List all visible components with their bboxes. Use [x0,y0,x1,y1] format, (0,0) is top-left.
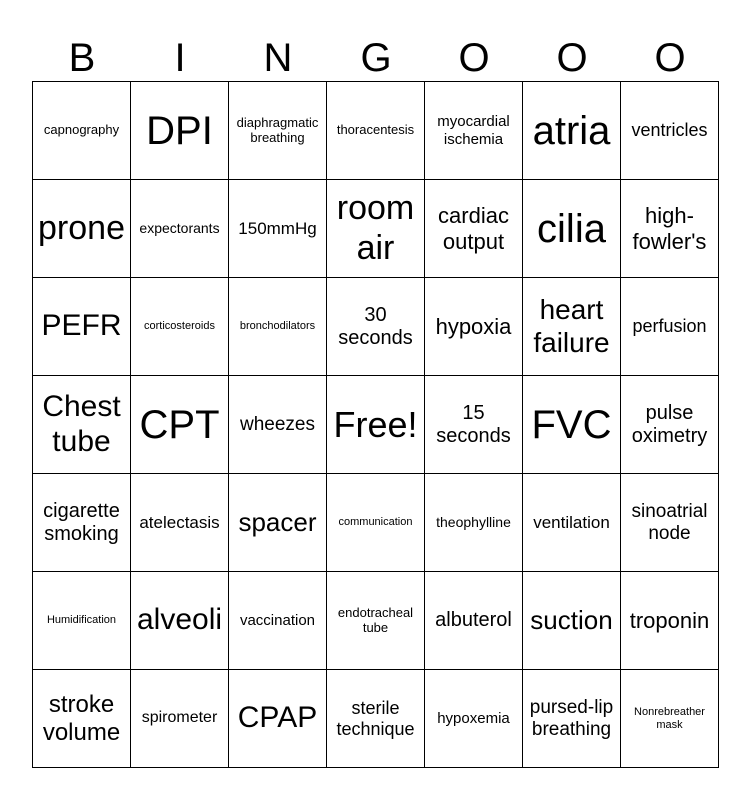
header-letter: O [458,36,490,80]
bingo-cell[interactable] [621,670,719,768]
cell-text: expectorants [139,220,220,237]
bingo-cell[interactable] [523,572,621,670]
bingo-header [33,34,719,82]
cell-text: atelectasis [139,512,220,532]
bingo-cell[interactable] [131,670,229,768]
cell-text: CPT [139,402,220,447]
bingo-cell[interactable] [33,376,131,474]
bingo-cell[interactable] [523,670,621,768]
bingo-cell[interactable] [229,474,327,572]
bingo-cell[interactable] [131,180,229,278]
cell-text: ventricles [631,120,708,141]
cell-text: ventilation [533,512,610,532]
bingo-cell[interactable] [327,82,425,180]
bingo-cell[interactable] [425,670,523,768]
cell-text: Nonrebreather mask [634,705,705,731]
bingo-cell[interactable] [523,278,621,376]
bingo-cell[interactable] [523,376,621,474]
bingo-cell[interactable] [33,572,131,670]
cell-text: troponin [629,607,710,633]
bingo-cell[interactable] [131,376,229,474]
cell-text: alveoli [136,603,223,637]
bingo-cell[interactable] [523,474,621,572]
cell-text: 150mmHg [238,218,317,238]
cell-text: cardiac output [438,203,509,254]
header-letter: G [360,36,392,80]
bingo-cell[interactable] [425,572,523,670]
header-letter: N [263,36,293,80]
cell-text: capnography [43,122,120,138]
bingo-cell[interactable] [33,82,131,180]
bingo-cell[interactable] [621,278,719,376]
bingo-cell[interactable] [425,278,523,376]
cell-text: myocardial ischemia [437,113,510,148]
cell-text: spacer [238,506,317,537]
bingo-cell[interactable] [425,82,523,180]
bingo-cell[interactable] [327,670,425,768]
bingo-cell[interactable] [621,572,719,670]
cell-text: spirometer [141,709,218,727]
bingo-cell[interactable] [425,474,523,572]
bingo-cell[interactable] [327,278,425,376]
header-letter: I [174,36,186,80]
cell-text: cigarette smoking [43,499,120,545]
bingo-cell[interactable] [131,82,229,180]
cell-text: suction [530,604,613,635]
bingo-cell[interactable] [131,572,229,670]
bingo-cell[interactable] [229,180,327,278]
bingo-cell[interactable] [33,180,131,278]
bingo-cell[interactable] [229,670,327,768]
cell-text: Free! [333,403,418,445]
cell-text: high-fowler's [632,203,707,254]
bingo-cell[interactable] [621,376,719,474]
bingo-cell[interactable] [523,82,621,180]
header-letter: B [68,36,96,80]
cell-text: 30 seconds [338,303,413,349]
cell-text: room air [336,189,415,267]
cell-text: Humidification [46,614,117,627]
cell-text: FVC [531,402,612,447]
bingo-cell[interactable] [621,474,719,572]
bingo-cell[interactable] [327,180,425,278]
bingo-cell[interactable] [229,278,327,376]
cell-text: hypoxemia [437,709,510,727]
cell-text: corticosteroids [144,320,215,333]
bingo-cell[interactable] [131,474,229,572]
bingo-cell[interactable] [229,376,327,474]
cell-text: 15 seconds [436,401,511,447]
bingo-cell[interactable] [33,474,131,572]
bingo-cell[interactable] [33,278,131,376]
cell-text: hypoxia [435,313,512,339]
bingo-cell[interactable] [523,180,621,278]
bingo-cell[interactable] [131,278,229,376]
cell-text: diaphragmatic breathing [236,114,319,145]
cell-text: perfusion [632,316,707,337]
header-letter: O [654,36,686,80]
cell-text: atria [532,108,611,153]
bingo-cell[interactable] [229,82,327,180]
bingo-cell[interactable] [33,670,131,768]
cell-text: prone [38,208,125,247]
cell-text: bronchodilators [239,320,316,333]
bingo-cell[interactable] [229,572,327,670]
cell-text: sterile technique [336,697,415,739]
cell-text: CPAP [237,701,318,735]
bingo-grid [32,81,719,768]
cell-text: communication [338,516,413,529]
bingo-cell[interactable] [621,82,719,180]
cell-text: pulse oximetry [631,401,708,447]
cell-text: pursed-lip breathing [529,696,614,740]
cell-text: stroke volume [42,690,121,746]
cell-text: cilia [537,206,606,251]
bingo-cell[interactable] [425,376,523,474]
header-letter: O [556,36,588,80]
cell-text: endotracheal tube [337,604,414,635]
cell-text: sinoatrial node [631,500,708,544]
cell-text: Chest tube [42,390,121,458]
cell-text: DPI [146,108,213,153]
bingo-cell[interactable] [327,572,425,670]
bingo-cell[interactable] [425,180,523,278]
bingo-cell[interactable] [621,180,719,278]
cell-text: thoracentesis [336,122,415,138]
cell-text: albuterol [435,609,512,631]
cell-text: wheezes [240,413,315,435]
cell-text: vaccination [239,611,316,629]
cell-text: heart failure [533,294,610,358]
cell-text: PEFR [41,309,122,343]
bingo-cell[interactable] [327,376,425,474]
cell-text: theophylline [436,514,511,531]
bingo-cell[interactable] [327,474,425,572]
